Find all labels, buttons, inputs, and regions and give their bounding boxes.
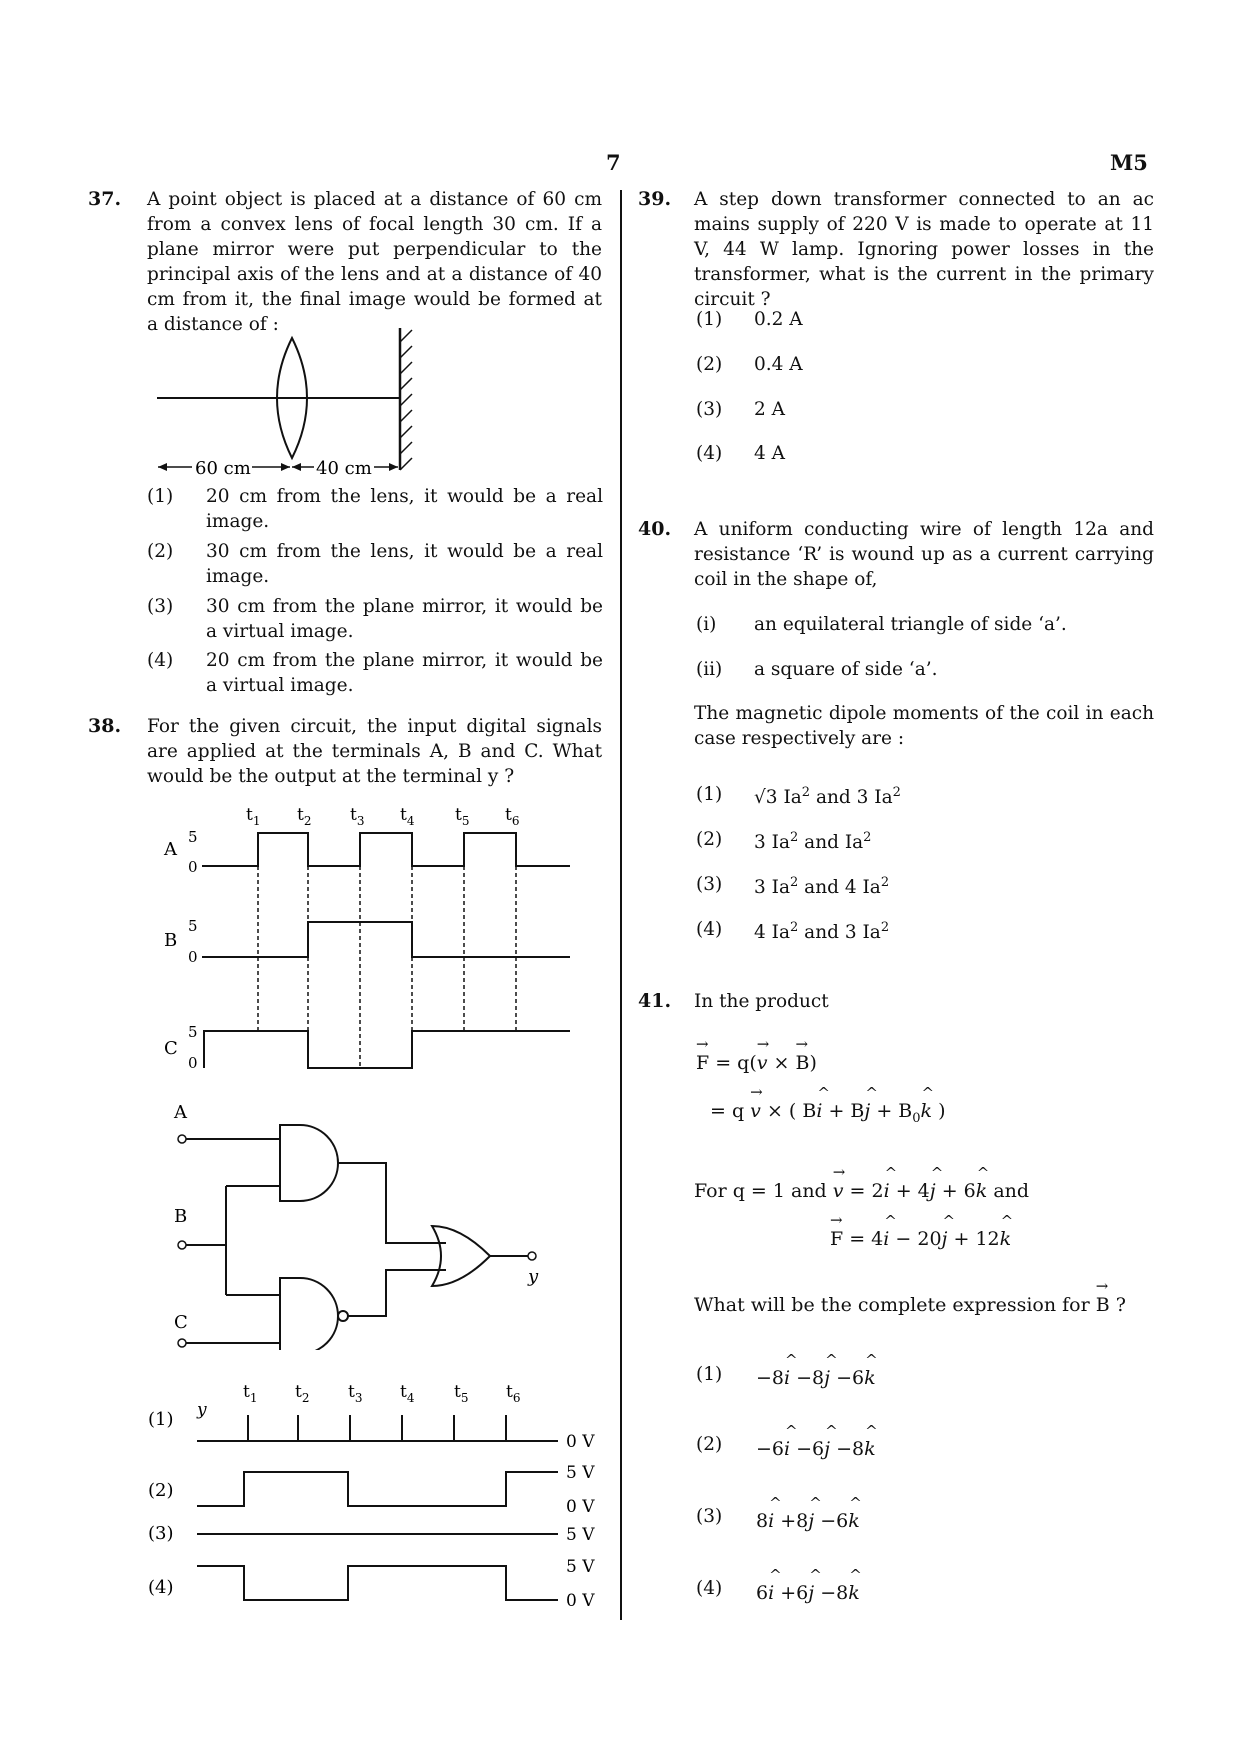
signal-low-a: 0: [188, 858, 198, 876]
svg-text:t5: $t_5$: [454, 1382, 469, 1405]
svg-text:t6: $t_6$: [506, 1382, 521, 1405]
q41-equation-1: → F = q(→ v × → B): [696, 1052, 817, 1074]
q39-option-text[interactable]: 4 A: [754, 443, 786, 464]
q41-option-number[interactable]: (4): [696, 1578, 723, 1599]
q40-number: 40.: [638, 518, 672, 540]
q37-option-text[interactable]: 20 cm from the plane mirror, it would be a virtual image.: [206, 650, 603, 696]
signal-low-c: 0: [188, 1054, 198, 1072]
q40-case-text: a square of side ‘a’.: [754, 659, 938, 680]
q37-text: A point object is placed at a distance of 60 cm from a convex lens of focal length 30 cm. If a plane mirror were put perpendicular to the principal axis of the lens and at a distance of 40 cm from it, the final image would be formed at a distance of :: [147, 189, 602, 335]
q38-options: [140, 1375, 610, 1625]
q40-text: A uniform conducting wire of length 12a and resistance ‘R’ is wound up as a current carrying coil in the shape of,: [694, 519, 1154, 590]
time-label-t4: $t_4$: [400, 805, 415, 828]
time-label-t2: $t_2$: [297, 805, 312, 828]
q37-option-number[interactable]: (1): [147, 486, 174, 507]
q41-option-number[interactable]: (3): [696, 1506, 723, 1527]
column-divider: [620, 190, 622, 1620]
page-number: 7: [606, 150, 621, 175]
svg-text:t2: $t_2$: [295, 1382, 310, 1405]
q38-logic-circuit: [160, 1100, 580, 1350]
q37-number: 37.: [88, 188, 122, 210]
output-label-y: y: [528, 1266, 539, 1287]
time-label-t6: $t_6$: [505, 805, 520, 828]
svg-text:5 V: 5 V: [566, 1557, 595, 1577]
q37-option-text[interactable]: 20 cm from the lens, it would be a real image.: [206, 486, 603, 532]
q41-text: In the product: [694, 991, 829, 1012]
q37-option-text[interactable]: 30 cm from the plane mirror, it would be a virtual image.: [206, 596, 603, 642]
q40-option-text[interactable]: 3 Ia$^2$ and 4 Ia$^2$: [754, 875, 890, 899]
svg-text:0 V: 0 V: [566, 1497, 595, 1517]
q39-option-number[interactable]: (1): [696, 309, 723, 330]
input-label-b: B: [174, 1206, 188, 1227]
q41-equation-2: = q → v × ( B^ i + B^ $j + B_0\^{}$ k ): [710, 1100, 946, 1126]
q41-option-text[interactable]: −8^ i −8^ j −6^ k: [756, 1367, 876, 1389]
q38-option-number[interactable]: (1): [148, 1409, 174, 1430]
q41-question: What will be the complete expression for → B ?: [694, 1294, 1126, 1316]
input-label-c: C: [174, 1312, 188, 1333]
svg-text:5 V: 5 V: [566, 1525, 595, 1545]
q41-number: 41.: [638, 990, 672, 1012]
q41-option-number[interactable]: (1): [696, 1364, 723, 1385]
q38-number: 38.: [88, 715, 122, 737]
or-gate-icon: [432, 1226, 490, 1286]
q37-option-number[interactable]: (3): [147, 596, 174, 617]
q38-timing-diagram: [150, 800, 580, 1075]
signal-label-c: C: [164, 1038, 178, 1059]
q40-option-text[interactable]: √3 Ia$^2$ and 3 Ia$^2$: [754, 785, 901, 809]
q40-option-text[interactable]: 4 Ia$^2$ and 3 Ia$^2$: [754, 920, 890, 944]
q39-option-text[interactable]: 0.4 A: [754, 354, 803, 375]
time-label-t1: $t_1$: [246, 805, 261, 828]
time-label-t3: $t_3$: [350, 805, 365, 828]
svg-text:0 V: 0 V: [566, 1432, 595, 1452]
signal-high-b: 5: [188, 917, 198, 935]
q38-option-number[interactable]: (3): [148, 1523, 174, 1544]
q40-option-number[interactable]: (3): [696, 874, 723, 895]
q38-option-number[interactable]: (2): [148, 1480, 174, 1501]
q40-option-number[interactable]: (1): [696, 784, 723, 805]
option1-y-label: y: [197, 1400, 207, 1420]
q37-lens-mirror-figure: [140, 320, 610, 485]
q39-option-text[interactable]: 2 A: [754, 399, 786, 420]
signal-c-wave: [204, 1031, 570, 1068]
dimension-60cm: 60 cm: [195, 458, 251, 479]
q41-given-v: For q = 1 and → v = 2^ i + 4^ j + 6^ k and: [694, 1180, 1029, 1202]
q38-option-number[interactable]: (4): [148, 1577, 174, 1598]
signal-high-c: 5: [188, 1023, 198, 1041]
q38-text: For the given circuit, the input digital signals are applied at the terminals A, B and C. What would be the output at the terminal y ?: [147, 716, 602, 787]
q39-text: A step down transformer connected to an ac mains supply of 220 V is made to operate at 11 V, 44 W lamp. Ignoring power losses in the transformer, what is the current in the primary circuit ?: [694, 189, 1154, 310]
q40-case-number: (i): [696, 614, 717, 635]
nand-gate-icon: [280, 1278, 338, 1350]
q39-option-number[interactable]: (4): [696, 443, 723, 464]
q40-case-number: (ii): [696, 659, 723, 680]
input-label-a: A: [174, 1102, 187, 1123]
q41-option-text[interactable]: 6^ i +6^ j −8^ k: [756, 1582, 860, 1604]
q37-option-text[interactable]: 30 cm from the lens, it would be a real image.: [206, 541, 603, 587]
svg-text:t3: $t_3$: [348, 1382, 363, 1405]
signal-a-wave: [202, 833, 570, 866]
q41-option-number[interactable]: (2): [696, 1434, 723, 1455]
q41-option-text[interactable]: 8^ i +8^ j −6^ k: [756, 1510, 860, 1532]
q37-option-number[interactable]: (2): [147, 541, 174, 562]
and-gate-icon: [280, 1125, 338, 1201]
q40-case-text: an equilateral triangle of side ‘a’.: [754, 614, 1067, 635]
dimension-40cm: 40 cm: [316, 458, 372, 479]
time-label-t5: $t_5$: [455, 805, 470, 828]
q37-option-number[interactable]: (4): [147, 650, 174, 671]
paper-code: M5: [1110, 150, 1148, 175]
svg-text:5 V: 5 V: [566, 1463, 595, 1483]
q39-option-text[interactable]: 0.2 A: [754, 309, 803, 330]
svg-text:0 V: 0 V: [566, 1591, 595, 1611]
svg-text:t1: $t_1$: [243, 1382, 258, 1405]
q39-number: 39.: [638, 188, 672, 210]
svg-text:t4: $t_4$: [400, 1382, 415, 1405]
q41-option-text[interactable]: −6^ i −6^ j −8^ k: [756, 1438, 876, 1460]
q39-option-number[interactable]: (3): [696, 399, 723, 420]
q40-text-2: The magnetic dipole moments of the coil in each case respectively are :: [694, 703, 1154, 749]
q39-option-number[interactable]: (2): [696, 354, 723, 375]
signal-label-a: A: [164, 839, 177, 860]
q40-option-number[interactable]: (2): [696, 829, 723, 850]
signal-low-b: 0: [188, 948, 198, 966]
q41-given-f: → F = 4^ i − 20^ j + 12^ k: [830, 1228, 1011, 1250]
q40-option-text[interactable]: 3 Ia$^2$ and Ia$^2$: [754, 830, 872, 854]
signal-b-wave: [202, 922, 570, 957]
signal-label-b: B: [164, 930, 178, 951]
signal-high-a: 5: [188, 828, 198, 846]
q40-option-number[interactable]: (4): [696, 919, 723, 940]
